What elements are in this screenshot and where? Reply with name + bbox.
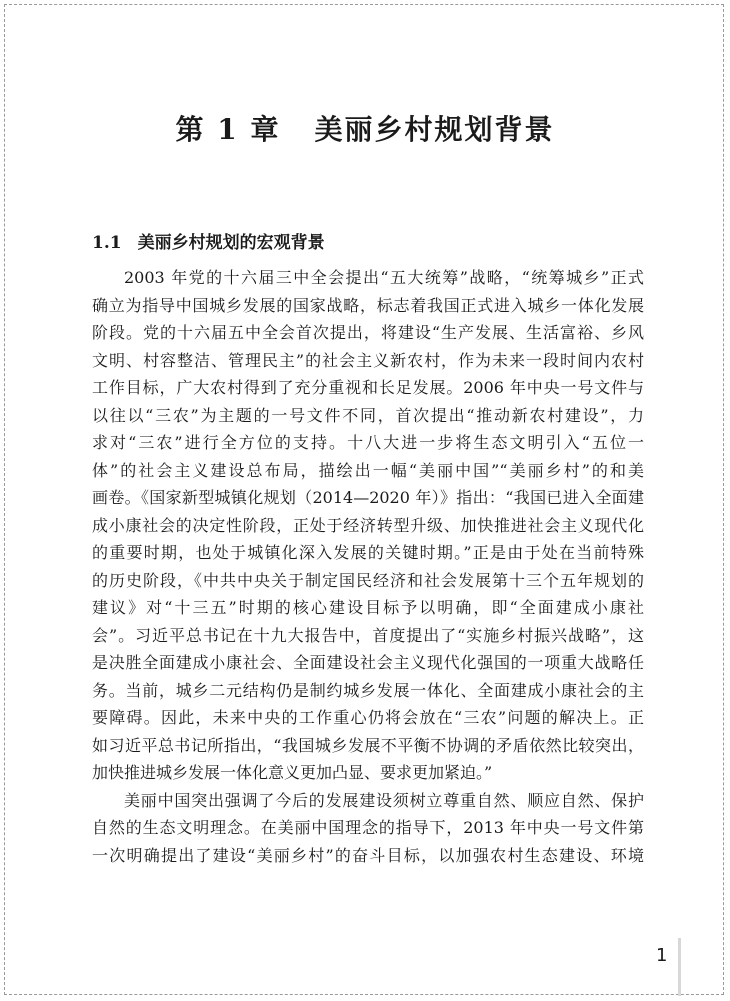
paragraph-line: 建议》对“十三五”时期的核心建设目标予以明确，即“全面建成小康社 bbox=[92, 598, 644, 617]
paragraph-line: 阶段。党的十六届五中全会首次提出，将建设“生产发展、生活富裕、乡风 bbox=[92, 323, 644, 342]
paragraph-line: 加快推进城乡发展一体化意义更加凸显、要求更加紧迫。” bbox=[92, 763, 493, 782]
paragraph-line: 务。当前，城乡二元结构仍是制约城乡发展一体化、全面建成小康社会的主 bbox=[92, 680, 644, 700]
paragraph-line: 画卷。《国家新型城镇化规划（2014—2020 年）》指出：“我国已进入全面建 bbox=[92, 488, 644, 507]
paragraph-line: 的历史阶段，《中共中央关于制定国民经济和社会发展第十三个五年规划的 bbox=[92, 570, 644, 590]
paragraph-line: 求对“三农”进行全方位的支持。十八大进一步将生态文明引入“五位一 bbox=[92, 433, 644, 452]
section-title: 美丽乡村规划的宏观背景 bbox=[137, 233, 325, 253]
paragraph-line: 2003 年党的十六届三中全会提出“五大统筹”战略，“统筹城乡”正式 bbox=[124, 268, 644, 287]
paragraph-line: 成小康社会的决定性阶段，正处于经济转型升级、加快推进社会主义现代化 bbox=[92, 515, 644, 535]
paragraph-line: 自然的生态文明理念。在美丽中国理念的指导下，2013 年中央一号文件第 bbox=[92, 818, 644, 837]
paragraph-line: 以往以“三农”为主题的一号文件不同，首次提出“推动新农村建设”，力 bbox=[92, 405, 644, 425]
body-text bbox=[92, 264, 644, 869]
paragraph-line: 文明、村容整洁、管理民主”的社会主义新农村，作为未来一段时间内农村 bbox=[92, 350, 644, 370]
paragraph-line: 会”。习近平总书记在十九大报告中，首度提出了“实施乡村振兴战略”，这 bbox=[92, 625, 644, 645]
paragraph-line: 是决胜全面建成小康社会、全面建设社会主义现代化强国的一项重大战略任 bbox=[92, 653, 644, 672]
paragraph-line: 体”的社会主义建设总布局，描绘出一幅“美丽中国”“美丽乡村”的和美 bbox=[92, 460, 644, 480]
page-number: 1 bbox=[656, 945, 668, 966]
chapter-title-text: 美丽乡村规划背景 bbox=[314, 113, 555, 146]
page-edge-bar bbox=[678, 938, 681, 996]
paragraph-line: 的重要时期，也处于城镇化深入发展的关键时期。”正是由于处在当前特殊 bbox=[92, 543, 644, 562]
paragraph-line: 如习近平总书记所指出，“我国城乡发展不平衡不协调的矛盾依然比较突出， bbox=[92, 735, 644, 755]
paragraph-line: 确立为指导中国城乡发展的国家战略，标志着我国正式进入城乡一体化发展 bbox=[92, 295, 644, 315]
paragraph-line: 美丽中国突出强调了今后的发展建设须树立尊重自然、顺应自然、保护 bbox=[124, 790, 644, 810]
paragraph-line: 一次明确提出了建设“美丽乡村”的奋斗目标，以加强农村生态建设、环境 bbox=[92, 845, 644, 865]
paragraph-line: 要障碍。因此，未来中央的工作重心仍将会放在“三农”问题的解决上。正 bbox=[92, 708, 644, 727]
section-heading bbox=[92, 228, 325, 253]
chapter-number: 第 1 章 bbox=[175, 113, 281, 146]
section-number: 1.1 bbox=[92, 233, 122, 253]
paragraph-line: 工作目标，广大农村得到了充分重视和长足发展。2006 年中央一号文件与 bbox=[92, 378, 644, 397]
chapter-title bbox=[0, 108, 730, 148]
